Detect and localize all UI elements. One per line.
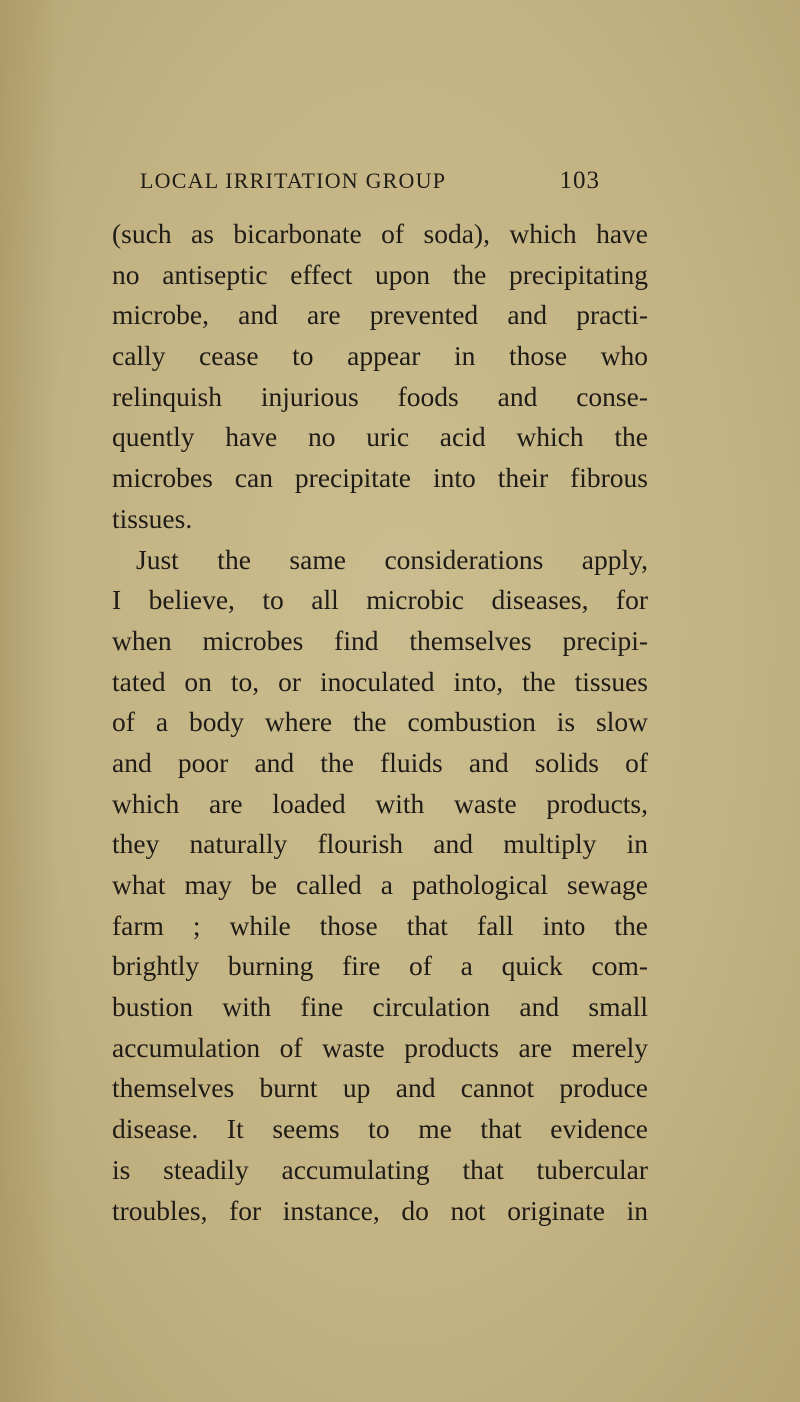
running-title: LOCAL IRRITATION GROUP <box>140 168 447 193</box>
text-line: and poor and the fluids and solids of <box>112 746 648 778</box>
text-line: is steadily accumulating that tubercular <box>112 1153 648 1185</box>
text-line: troubles, for instance, do not originate in <box>112 1194 648 1226</box>
text-line: when microbes find themselves precipi- <box>112 624 648 656</box>
text-line: tated on to, or inoculated into, the tissues <box>112 665 648 697</box>
text-line: microbes can precipitate into their fibrous <box>112 462 648 494</box>
text-line: bustion with fine circulation and small <box>112 991 648 1023</box>
text-line: tissues. <box>112 502 193 534</box>
text-line: microbe, and are prevented and practi- <box>112 299 648 331</box>
text-line: accumulation of waste products are merely <box>112 1031 648 1063</box>
running-head <box>140 168 600 198</box>
body-text <box>112 214 648 1231</box>
text-line: themselves burnt up and cannot produce <box>112 1072 648 1104</box>
text-line: farm ; while those that fall into the <box>112 909 648 941</box>
text-line: which are loaded with waste products, <box>112 787 648 819</box>
text-line: quently have no uric acid which the <box>112 421 648 453</box>
text-line: I believe, to all microbic diseases, for <box>112 584 648 616</box>
text-line: relinquish injurious foods and conse- <box>112 380 648 412</box>
text-line: what may be called a pathological sewage <box>112 869 648 900</box>
text-line: (such as bicarbonate of soda), which have <box>112 218 648 249</box>
text-line: they naturally flourish and multiply in <box>112 828 648 860</box>
text-line: no antiseptic effect upon the precipitating <box>112 258 648 290</box>
text-line: cally cease to appear in those who <box>112 340 648 372</box>
text-line: Just the same considerations apply, <box>136 543 648 575</box>
text-line: of a body where the combustion is slow <box>112 706 648 738</box>
text-line: brightly burning fire of a quick com- <box>112 950 648 982</box>
page-number: 103 <box>559 167 600 194</box>
text-line: disease. It seems to me that evidence <box>112 1113 648 1145</box>
